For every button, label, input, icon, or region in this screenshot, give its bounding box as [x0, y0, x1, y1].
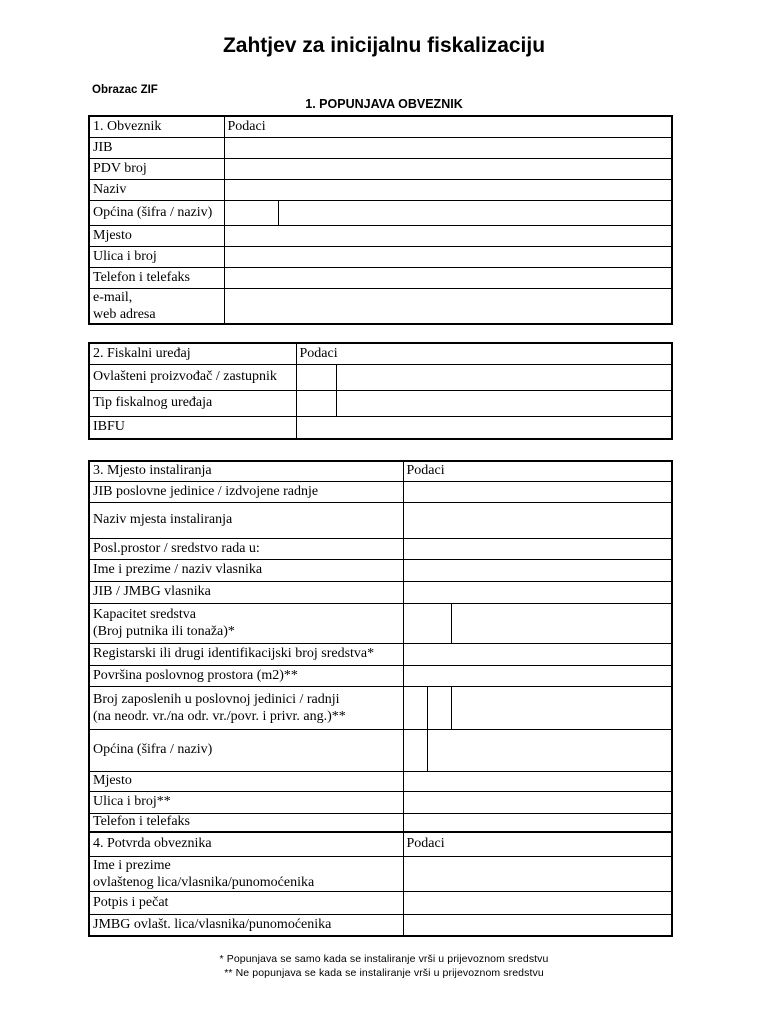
input-jmbg-ovlastenog[interactable] [403, 914, 672, 936]
label-jib-jmbg-vlasnika: JIB / JMBG vlasnika [89, 581, 403, 603]
input-tip-b[interactable] [336, 390, 672, 416]
input-telefon-instaliranja[interactable] [403, 813, 672, 832]
label-povrsina: Površina poslovnog prostora (m2)** [89, 665, 403, 686]
input-opcina-naziv[interactable] [427, 729, 672, 771]
input-zaposleni-neodr[interactable] [403, 686, 427, 729]
input-vlasnik[interactable] [403, 559, 672, 581]
label-broj-zaposlenih [89, 686, 403, 729]
label-jmbg-ovlastenog: JMBG ovlašt. lica/vlasnika/punomoćenika [89, 914, 403, 936]
label-ulica-i-broj: Ulica i broj [89, 246, 224, 267]
label-vlasnik: Ime i prezime / naziv vlasnika [89, 559, 403, 581]
input-telefon[interactable] [224, 267, 672, 288]
label-naziv: Naziv [89, 179, 224, 200]
label-proizvodjac: Ovlašteni proizvođač / zastupnik [89, 364, 296, 390]
input-ovlasteno-lice[interactable] [403, 856, 672, 891]
input-proizvodjac-a[interactable] [296, 364, 336, 390]
footnote-2: ** Ne popunjava se kada se instaliranje vrši u prijevoznom sredstvu [224, 967, 544, 979]
label-email-web [89, 288, 224, 324]
input-povrsina[interactable] [403, 665, 672, 686]
input-jib[interactable] [224, 137, 672, 158]
capacity-line-2: (Broj putnika ili tonaža)* [93, 624, 235, 639]
input-jib-jmbg-vlasnika[interactable] [403, 581, 672, 603]
label-jib: JIB [89, 137, 224, 158]
name-line-2: ovlaštenog lica/vlasnika/punomoćenika [93, 874, 315, 890]
input-opcina-naziv[interactable] [278, 200, 672, 225]
name-line-1: Ime i prezime [93, 857, 171, 873]
employees-line-2: (na neodr. vr./na odr. vr./povr. i privr. ang.)** [93, 708, 346, 724]
label-potpis-pecat: Potpis i pečat [89, 891, 403, 914]
input-mjesto-instaliranja[interactable] [403, 771, 672, 791]
data-column-header: Podaci [403, 461, 672, 481]
email-line-2: web adresa [93, 306, 156, 322]
input-posl-prostor[interactable] [403, 538, 672, 559]
data-column-header: Podaci [224, 116, 672, 137]
section-4-header: 4. Potvrda obveznika [89, 832, 403, 856]
section-2-header: 2. Fiskalni uređaj [89, 343, 296, 364]
employees-line-1: Broj zaposlenih u poslovnoj jedinici / radnji [93, 691, 340, 707]
label-naziv-mjesta: Naziv mjesta instaliranja [89, 502, 403, 538]
label-jib-poslovne-jedinice: JIB poslovne jedinice / izdvojene radnje [89, 481, 403, 502]
label-tip-uredjaja: Tip fiskalnog uređaja [89, 390, 296, 416]
input-ibfu[interactable] [296, 416, 672, 439]
form-title: Zahtjev za inicijalnu fiskalizaciju [222, 34, 546, 57]
section-3-table [88, 460, 673, 937]
label-pdv-broj: PDV broj [89, 158, 224, 179]
input-pdv-broj[interactable] [224, 158, 672, 179]
label-registarski-broj: Registarski ili drugi identifikacijski broj sredstva* [89, 643, 403, 665]
label-mjesto: Mjesto [89, 225, 224, 246]
section-1-table [88, 115, 673, 325]
section-heading: 1. POPUNJAVA OBVEZNIK [305, 97, 463, 111]
section-1-header: 1. Obveznik [89, 116, 224, 137]
input-naziv[interactable] [224, 179, 672, 200]
label-ulica-instaliranja: Ulica i broj** [89, 791, 403, 813]
data-column-header: Podaci [296, 343, 672, 364]
section-2-table [88, 342, 673, 440]
input-ulica-i-broj[interactable] [224, 246, 672, 267]
input-naziv-mjesta[interactable] [403, 502, 672, 538]
input-registarski-broj[interactable] [403, 643, 672, 665]
input-kapacitet-a[interactable] [403, 603, 451, 643]
label-posl-prostor: Posl.prostor / sredstvo rada u: [89, 538, 403, 559]
form-code: Obrazac ZIF [92, 84, 158, 96]
label-opcina: Općina (šifra / naziv) [89, 200, 224, 225]
input-opcina-sifra[interactable] [224, 200, 278, 225]
footnote-1: * Popunjava se samo kada se instaliranje vrši u prijevoznom sredstvu [219, 953, 549, 965]
capacity-line-1: Kapacitet sredstva [93, 607, 197, 622]
label-mjesto-instaliranja: Mjesto [89, 771, 403, 791]
input-mjesto[interactable] [224, 225, 672, 246]
label-opcina-instaliranja: Općina (šifra / naziv) [89, 729, 403, 771]
input-jib-poslovne-jedinice[interactable] [403, 481, 672, 502]
input-potpis-pecat[interactable] [403, 891, 672, 914]
input-ulica-instaliranja[interactable] [403, 791, 672, 813]
label-kapacitet [89, 603, 403, 643]
label-telefon-instaliranja: Telefon i telefaks [89, 813, 403, 832]
label-ibfu: IBFU [89, 416, 296, 439]
input-opcina-sifra[interactable] [403, 729, 427, 771]
label-telefon: Telefon i telefaks [89, 267, 224, 288]
input-proizvodjac-b[interactable] [336, 364, 672, 390]
data-column-header: Podaci [403, 832, 672, 856]
input-zaposleni-odr[interactable] [427, 686, 451, 729]
label-ovlasteno-lice [89, 856, 403, 891]
input-tip-a[interactable] [296, 390, 336, 416]
email-line-1: e-mail, [93, 289, 133, 305]
section-3-header: 3. Mjesto instaliranja [89, 461, 403, 481]
input-zaposleni-povr[interactable] [451, 686, 672, 729]
input-email-web[interactable] [224, 288, 672, 324]
input-kapacitet-b[interactable] [451, 603, 672, 643]
